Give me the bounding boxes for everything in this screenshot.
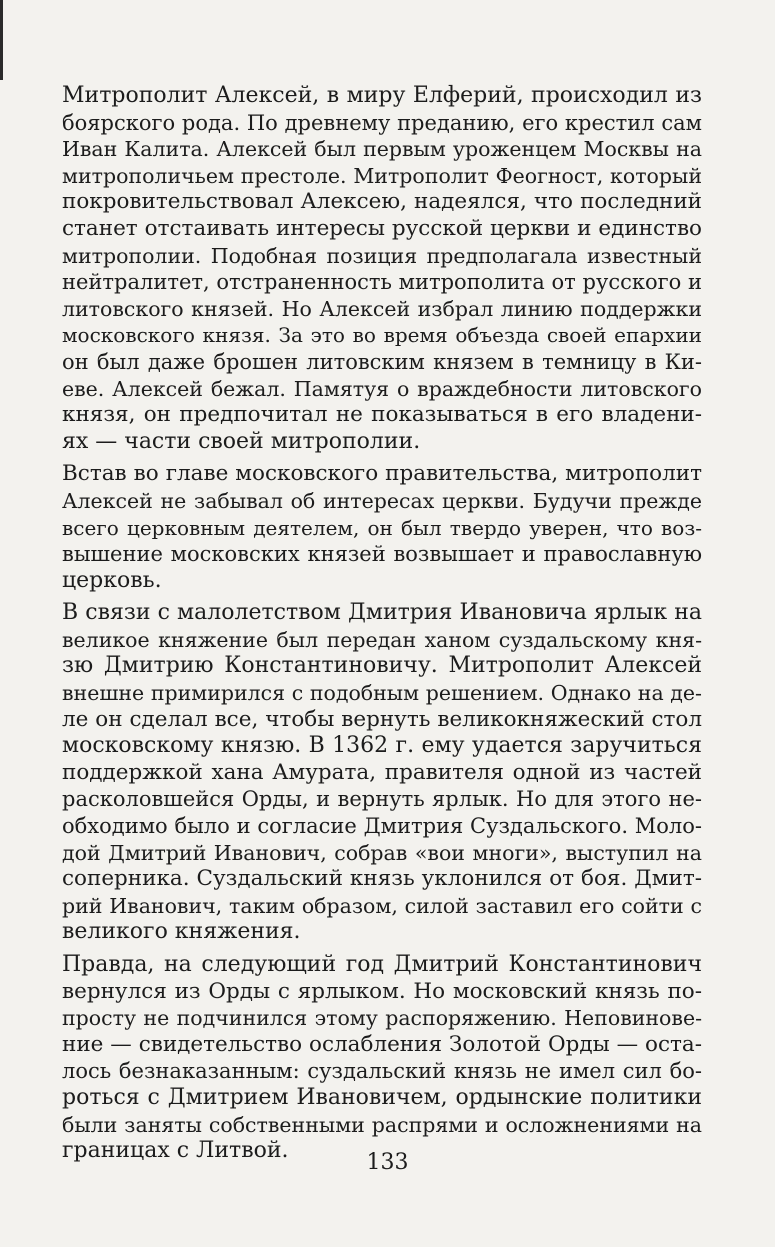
paragraph <box>62 600 702 946</box>
text-line: расколовшейся Орды, и вернуть ярлык. Но для этого не- <box>62 787 702 812</box>
text-line: ях — части своей митрополии. <box>62 428 421 454</box>
text-line: церковь. <box>62 567 162 593</box>
text-line: роться с Дмитрием Ивановичем, ордынские политики <box>62 1084 702 1110</box>
text-line: Встав во главе московского правительства, митрополит <box>62 461 702 487</box>
text-line: митрополии. Подобная позиция предполагала известный <box>62 243 702 268</box>
text-line: Правда, на следующий год Дмитрий Константинович <box>62 952 702 977</box>
text-line: великого княжения. <box>62 919 301 945</box>
text-line: нейтралитет, отстраненность митрополита от русского и <box>62 270 702 295</box>
page-edge-shadow <box>0 0 3 80</box>
text-line: зю Дмитрию Константиновичу. Митрополит Алексей <box>62 653 702 679</box>
text-line: ле он сделал все, чтобы вернуть великокняжеский стол <box>62 706 702 732</box>
text-line: были заняты собственными распрями и осложнениями на <box>62 1112 702 1137</box>
text-line: обходимо было и согласие Дмитрия Суздальского. Моло- <box>62 814 702 839</box>
text-line: Алексей не забывал об интересах церкви. Будучи прежде <box>62 488 702 513</box>
text-line: поддержкой хана Амурата, правителя одной из частей <box>62 759 702 785</box>
text-line: всего церковным деятелем, он был твердо уверен, что воз- <box>62 515 702 540</box>
text-line: внешне примирился с подобным решением. Однако на де- <box>62 681 702 706</box>
text-line: боярского рода. По древнему преданию, его крестил сам <box>62 110 702 135</box>
text-line: московского князя. За это во время объезда своей епархии <box>62 323 702 348</box>
text-line: рий Иванович, таким образом, силой заставил его сойти с <box>62 893 702 918</box>
text-line: митрополичьем престоле. Митрополит Феогност, который <box>62 163 702 188</box>
text-line: В связи с малолетством Дмитрия Ивановича ярлык на <box>62 600 702 626</box>
text-line: соперника. Суздальский князь уклонился от боя. Дмит- <box>62 866 702 892</box>
text-line: покровительствовал Алексею, надеялся, что последний <box>62 189 702 215</box>
text-line: границах с Литвой. <box>62 1138 289 1164</box>
text-line: литовского князей. Но Алексей избрал линию поддержки <box>62 296 702 321</box>
paragraph <box>62 952 702 1165</box>
text-line: Митрополит Алексей, в миру Елферий, происходил из <box>62 83 702 108</box>
body-text <box>62 83 702 1171</box>
text-line: вернулся из Орды с ярлыком. Но московский князь по- <box>62 978 702 1004</box>
text-line: станет отстаивать интересы русской церкви и единство <box>62 215 702 241</box>
text-line: Иван Калита. Алексей был первым уроженцем Москвы на <box>62 137 702 162</box>
text-line: великое княжение был передан ханом суздальскому кня- <box>62 627 702 652</box>
paragraph <box>62 83 702 455</box>
text-line: лось безнаказанным: суздальский князь не имел сил бо- <box>62 1059 702 1084</box>
text-line: ние — свидетельство ослабления Золотой Орды — оста- <box>62 1031 702 1057</box>
text-line: дой Дмитрий Иванович, собрав «вои многи», выступил на <box>62 840 702 865</box>
text-line: просту не подчинился этому распоряжению. Неповинове- <box>62 1006 702 1031</box>
text-line: московскому князю. В 1362 г. ему удается заручиться <box>62 733 702 759</box>
paragraph <box>62 461 702 594</box>
text-line: вышение московских князей возвышает и православную <box>62 542 702 567</box>
text-line: еве. Алексей бежал. Памятуя о враждебности литовского <box>62 376 702 401</box>
text-line: он был даже брошен литовским князем в темницу в Ки- <box>62 349 702 374</box>
page-number: 133 <box>366 1150 409 1175</box>
text-line: князя, он предпочитал не показываться в его владени- <box>62 402 702 428</box>
